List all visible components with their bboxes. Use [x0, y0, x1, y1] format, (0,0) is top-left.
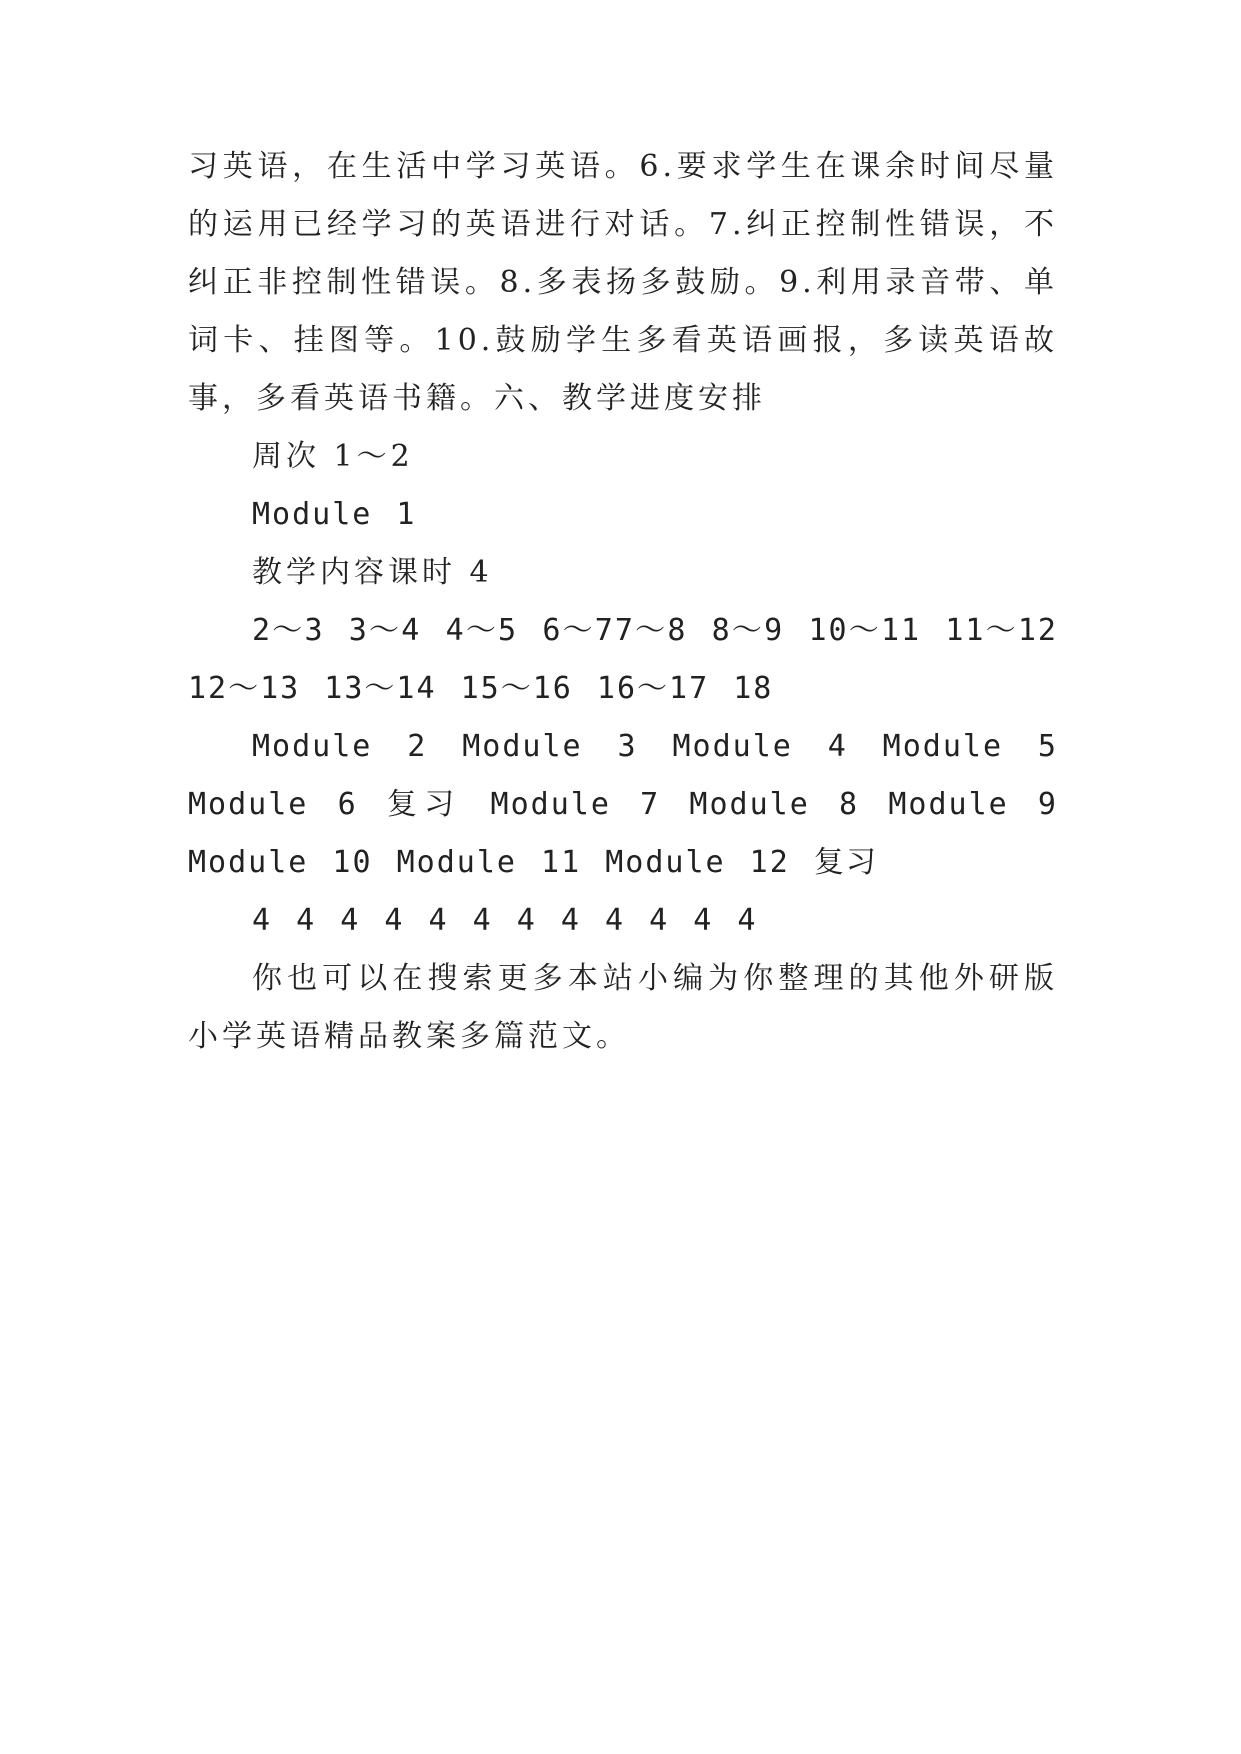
paragraph-week-range: 周次 1～2 [252, 439, 414, 474]
paragraph-teaching-methods: 习英语，在生活中学习英语。6.要求学生在课余时间尽量的运用已经学习的英语进行对话。7.纠正控制性错误，不纠正非控制性错误。8.多表扬多鼓励。9.利用录音带、单词卡、挂图等。10.鼓励学生多看英语画报，多读英语故事，多看英语书籍。六、教学进度安排 [188, 149, 1058, 416]
paragraph-module-1: Module 1 [252, 497, 417, 532]
paragraph-week-list: 2～3 3～4 4～5 6～77～8 8～9 10～11 11～12 12～13 13～14 15～16 16～17 18 [188, 613, 1058, 706]
document-body [188, 138, 1058, 1066]
paragraph-footer-note: 你也可以在搜索更多本站小编为你整理的其他外研版小学英语精品教案多篇范文。 [188, 961, 1058, 1054]
paragraph-content-hours: 教学内容课时 4 [252, 555, 493, 590]
paragraph-module-list: Module 2 Module 3 Module 4 Module 5 Module 6 复习 Module 7 Module 8 Module 9 Module 10 Module 11 Module 12 复习 [188, 729, 1058, 880]
paragraph-hours-list: 4 4 4 4 4 4 4 4 4 4 4 4 [252, 903, 758, 938]
